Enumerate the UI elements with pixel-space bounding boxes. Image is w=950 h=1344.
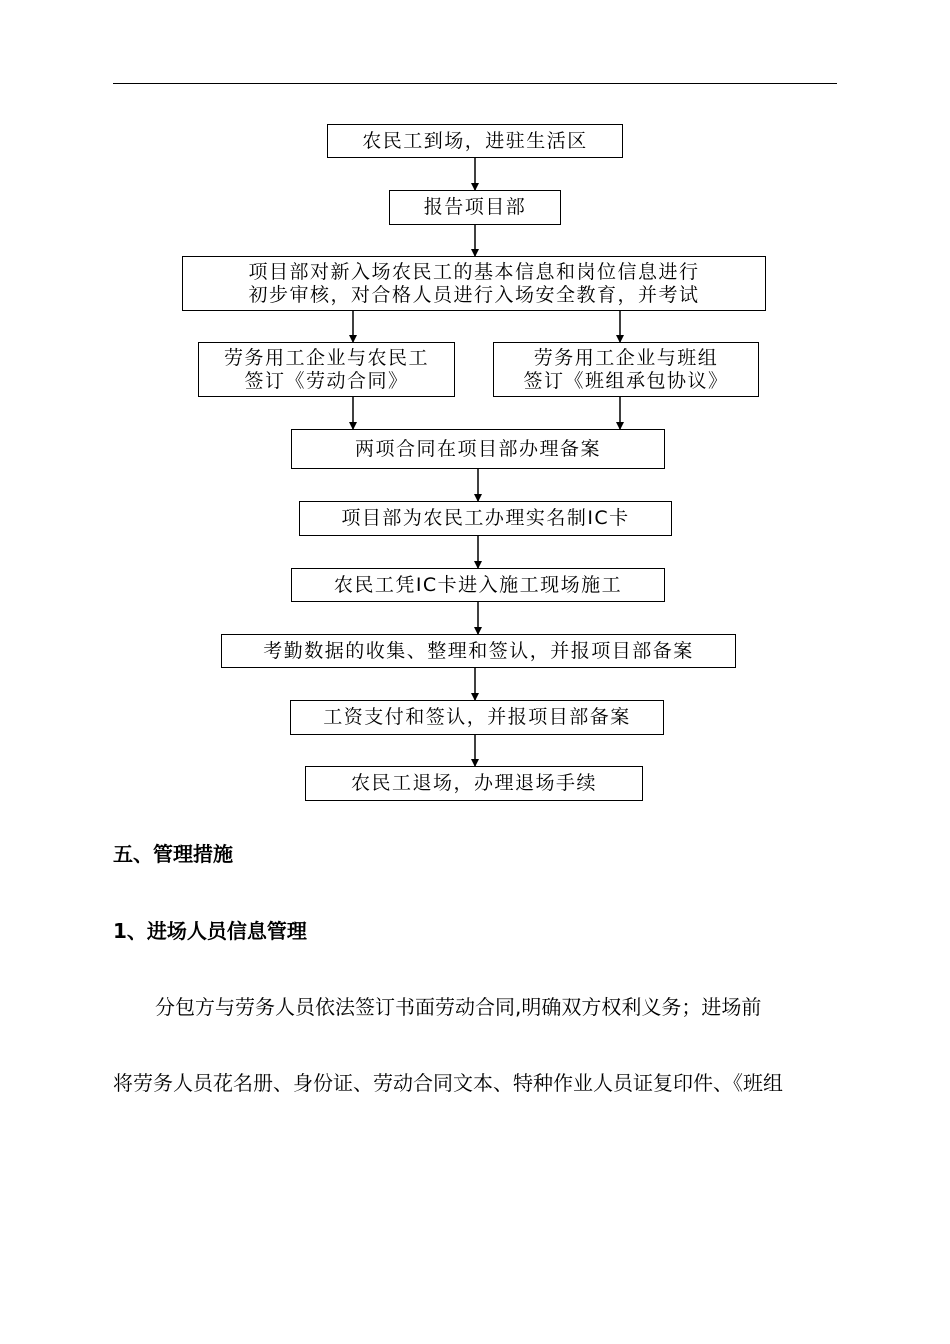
subsection-heading: 1、进场人员信息管理	[113, 919, 307, 943]
section-heading: 五、管理措施	[113, 842, 233, 866]
paragraph-line-2: 将劳务人员花名册、身份证、劳动合同文本、特种作业人员证复印件、《班组	[113, 1071, 783, 1095]
flow-step-labor-contract: 劳务用工企业与农民工 签订《劳动合同》	[198, 342, 455, 397]
flow-step-exit: 农民工退场，办理退场手续	[305, 766, 643, 801]
flow-step-arrive: 农民工到场，进驻生活区	[327, 124, 623, 158]
flow-step-team-agreement: 劳务用工企业与班组 签订《班组承包协议》	[493, 342, 759, 397]
flow-step-review: 项目部对新入场农民工的基本信息和岗位信息进行 初步审核，对合格人员进行入场安全教育，并考试	[182, 256, 766, 311]
flow-step-enter-site: 农民工凭IC卡进入施工现场施工	[291, 568, 665, 602]
flow-step-report: 报告项目部	[389, 190, 561, 225]
flow-step-wages: 工资支付和签认，并报项目部备案	[290, 700, 664, 735]
flow-step-ic-card: 项目部为农民工办理实名制IC卡	[299, 501, 672, 536]
flow-step-attendance: 考勤数据的收集、整理和签认，并报项目部备案	[221, 634, 736, 668]
paragraph-line-1: 分包方与劳务人员依法签订书面劳动合同,明确双方权利义务；进场前	[155, 995, 762, 1019]
flow-step-filing: 两项合同在项目部办理备案	[291, 429, 665, 469]
